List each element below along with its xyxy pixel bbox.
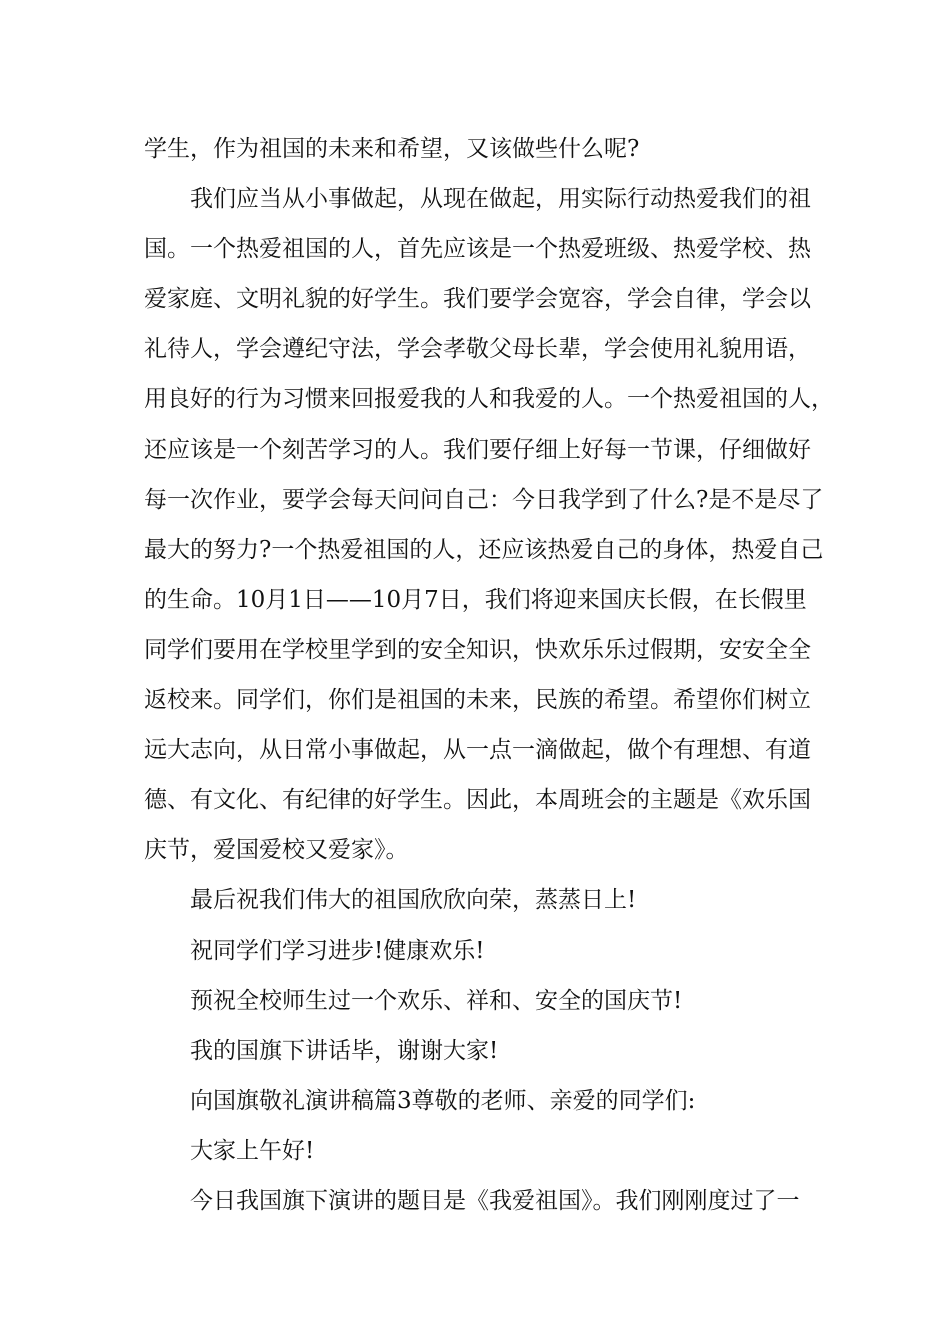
text-line: 用良好的行为习惯来回报爱我的人和我爱的人。一个热爱祖国的人， [144, 386, 834, 413]
text-line: 国。一个热爱祖国的人，首先应该是一个热爱班级、热爱学校、热 [144, 236, 811, 263]
text-line: 我们应当从小事做起，从现在做起，用实际行动热爱我们的祖 [190, 186, 811, 213]
text-line: 还应该是一个刻苦学习的人。我们要仔细上好每一节课，仔细做好 [144, 436, 811, 463]
text-line: 大家上午好! [190, 1137, 315, 1164]
text-line: 爱家庭、文明礼貌的好学生。我们要学会宽容，学会自律，学会以 [144, 286, 811, 313]
text-line: 远大志向，从日常小事做起，从一点一滴做起，做个有理想、有道 [144, 737, 811, 764]
text-line: 今日我国旗下演讲的题目是《我爱祖国》。我们刚刚度过了一 [190, 1187, 800, 1214]
text-line: 庆节，爱国爱校又爱家》。 [144, 837, 409, 864]
text-line: 祝同学们学习进步!健康欢乐! [190, 937, 485, 964]
text-line: 学生，作为祖国的未来和希望，又该做些什么呢? [144, 136, 640, 162]
text-line: 向国旗敬礼演讲稿篇3尊敬的老师、亲爱的同学们: [190, 1087, 696, 1114]
text-line: 的生命。10月1日——10月7日，我们将迎来国庆长假，在长假里 [144, 586, 807, 613]
text-line: 我的国旗下讲话毕，谢谢大家! [190, 1037, 499, 1064]
text-line: 预祝全校师生过一个欢乐、祥和、安全的国庆节! [190, 987, 683, 1014]
text-line: 同学们要用在学校里学到的安全知识，快欢乐乐过假期，安安全全 [144, 636, 811, 663]
text-line: 德、有文化、有纪律的好学生。因此，本周班会的主题是《欢乐国 [144, 787, 811, 814]
text-line: 每一次作业，要学会每天问问自己：今日我学到了什么?是不是尽了 [144, 486, 824, 513]
text-line: 返校来。同学们，你们是祖国的未来，民族的希望。希望你们树立 [144, 687, 811, 714]
text-line: 最后祝我们伟大的祖国欣欣向荣，蒸蒸日上! [190, 887, 637, 914]
text-line: 最大的努力?一个热爱祖国的人，还应该热爱自己的身体，热爱自己 [144, 536, 824, 563]
text-line: 礼待人，学会遵纪守法，学会孝敬父母长辈，学会使用礼貌用语， [144, 336, 811, 363]
body-text [144, 124, 834, 1226]
